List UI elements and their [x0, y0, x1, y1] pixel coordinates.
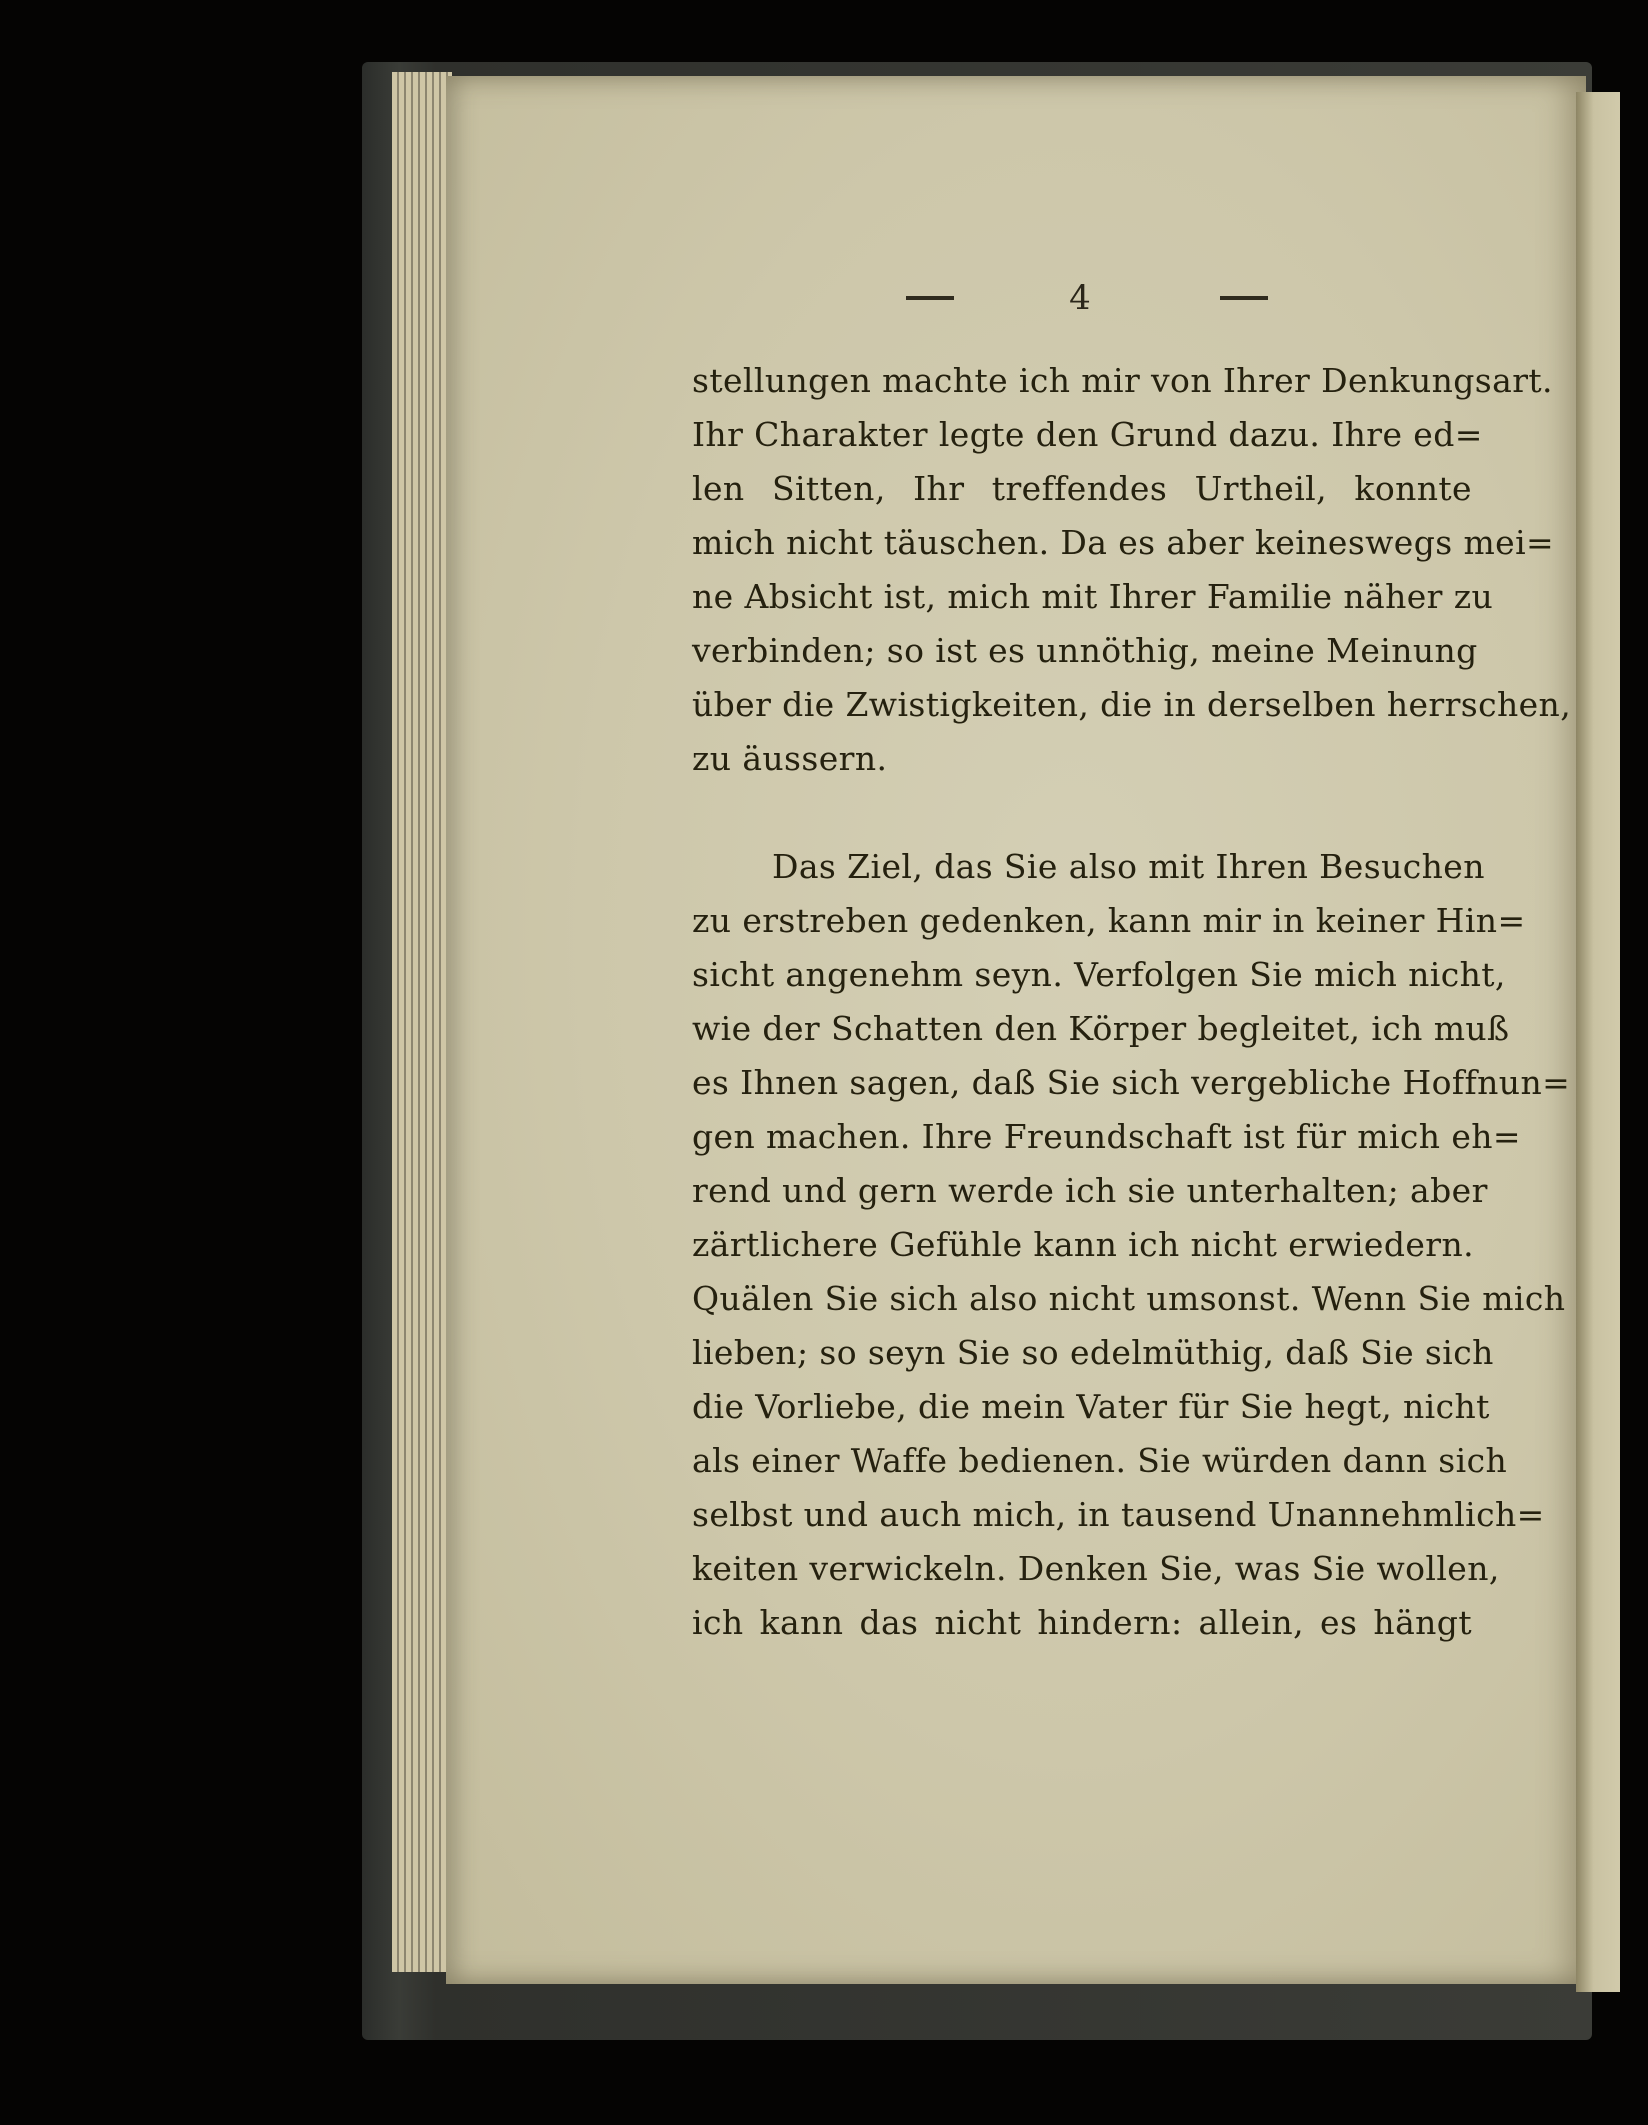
text-line: wie der Schatten den Körper begleitet, ich muß [692, 1009, 1510, 1048]
text-line: len Sitten, Ihr treffendes Urtheil, konnte [692, 469, 1472, 508]
text-line: Ihr Charakter legte den Grund dazu. Ihre ed= [692, 415, 1483, 454]
text-line: zärtlichere Gefühle kann ich nicht erwiedern. [692, 1225, 1474, 1264]
text-line: Quälen Sie sich also nicht umsonst. Wenn Sie mich [692, 1279, 1566, 1318]
header-rule-right [1220, 296, 1268, 300]
text-line: mich nicht täuschen. Da es aber keineswegs mei= [692, 523, 1555, 562]
text-line: selbst und auch mich, in tausend Unannehmlich= [692, 1495, 1545, 1534]
text-line: keiten verwickeln. Denken Sie, was Sie wollen, [692, 1549, 1500, 1588]
text-line: gen machen. Ihre Freundschaft ist für mich eh= [692, 1117, 1521, 1156]
text-line: es Ihnen sagen, daß Sie sich vergebliche Hoffnun= [692, 1063, 1571, 1102]
text-line: zu äussern. [692, 739, 888, 778]
page-header [900, 278, 1260, 328]
text-line: ich kann das nicht hindern: allein, es hängt [692, 1603, 1472, 1642]
text-line: als einer Waffe bedienen. Sie würden dann sich [692, 1441, 1508, 1480]
text-line: die Vorliebe, die mein Vater für Sie hegt, nicht [692, 1387, 1490, 1426]
text-line: stellungen machte ich mir von Ihrer Denkungsart. [692, 361, 1553, 400]
paragraph-start-line: Das Ziel, das Sie also mit Ihren Besuchen [772, 847, 1485, 886]
header-rule-left [906, 296, 954, 300]
text-line: ne Absicht ist, mich mit Ihrer Familie näher zu [692, 577, 1494, 616]
text-line: über die Zwistigkeiten, die in derselben herrschen, [692, 685, 1572, 724]
page-number: 4 [1069, 278, 1091, 318]
text-line: sicht angenehm seyn. Verfolgen Sie mich nicht, [692, 955, 1506, 994]
text-line: lieben; so seyn Sie so edelmüthig, daß Sie sich [692, 1333, 1494, 1372]
text-line: rend und gern werde ich sie unterhalten; aber [692, 1171, 1488, 1210]
text-line: zu erstreben gedenken, kann mir in keiner Hin= [692, 901, 1526, 940]
facing-page-edge [1576, 92, 1620, 1992]
page-edges [392, 72, 452, 1972]
text-line: verbinden; so ist es unnöthig, meine Meinung [692, 631, 1478, 670]
